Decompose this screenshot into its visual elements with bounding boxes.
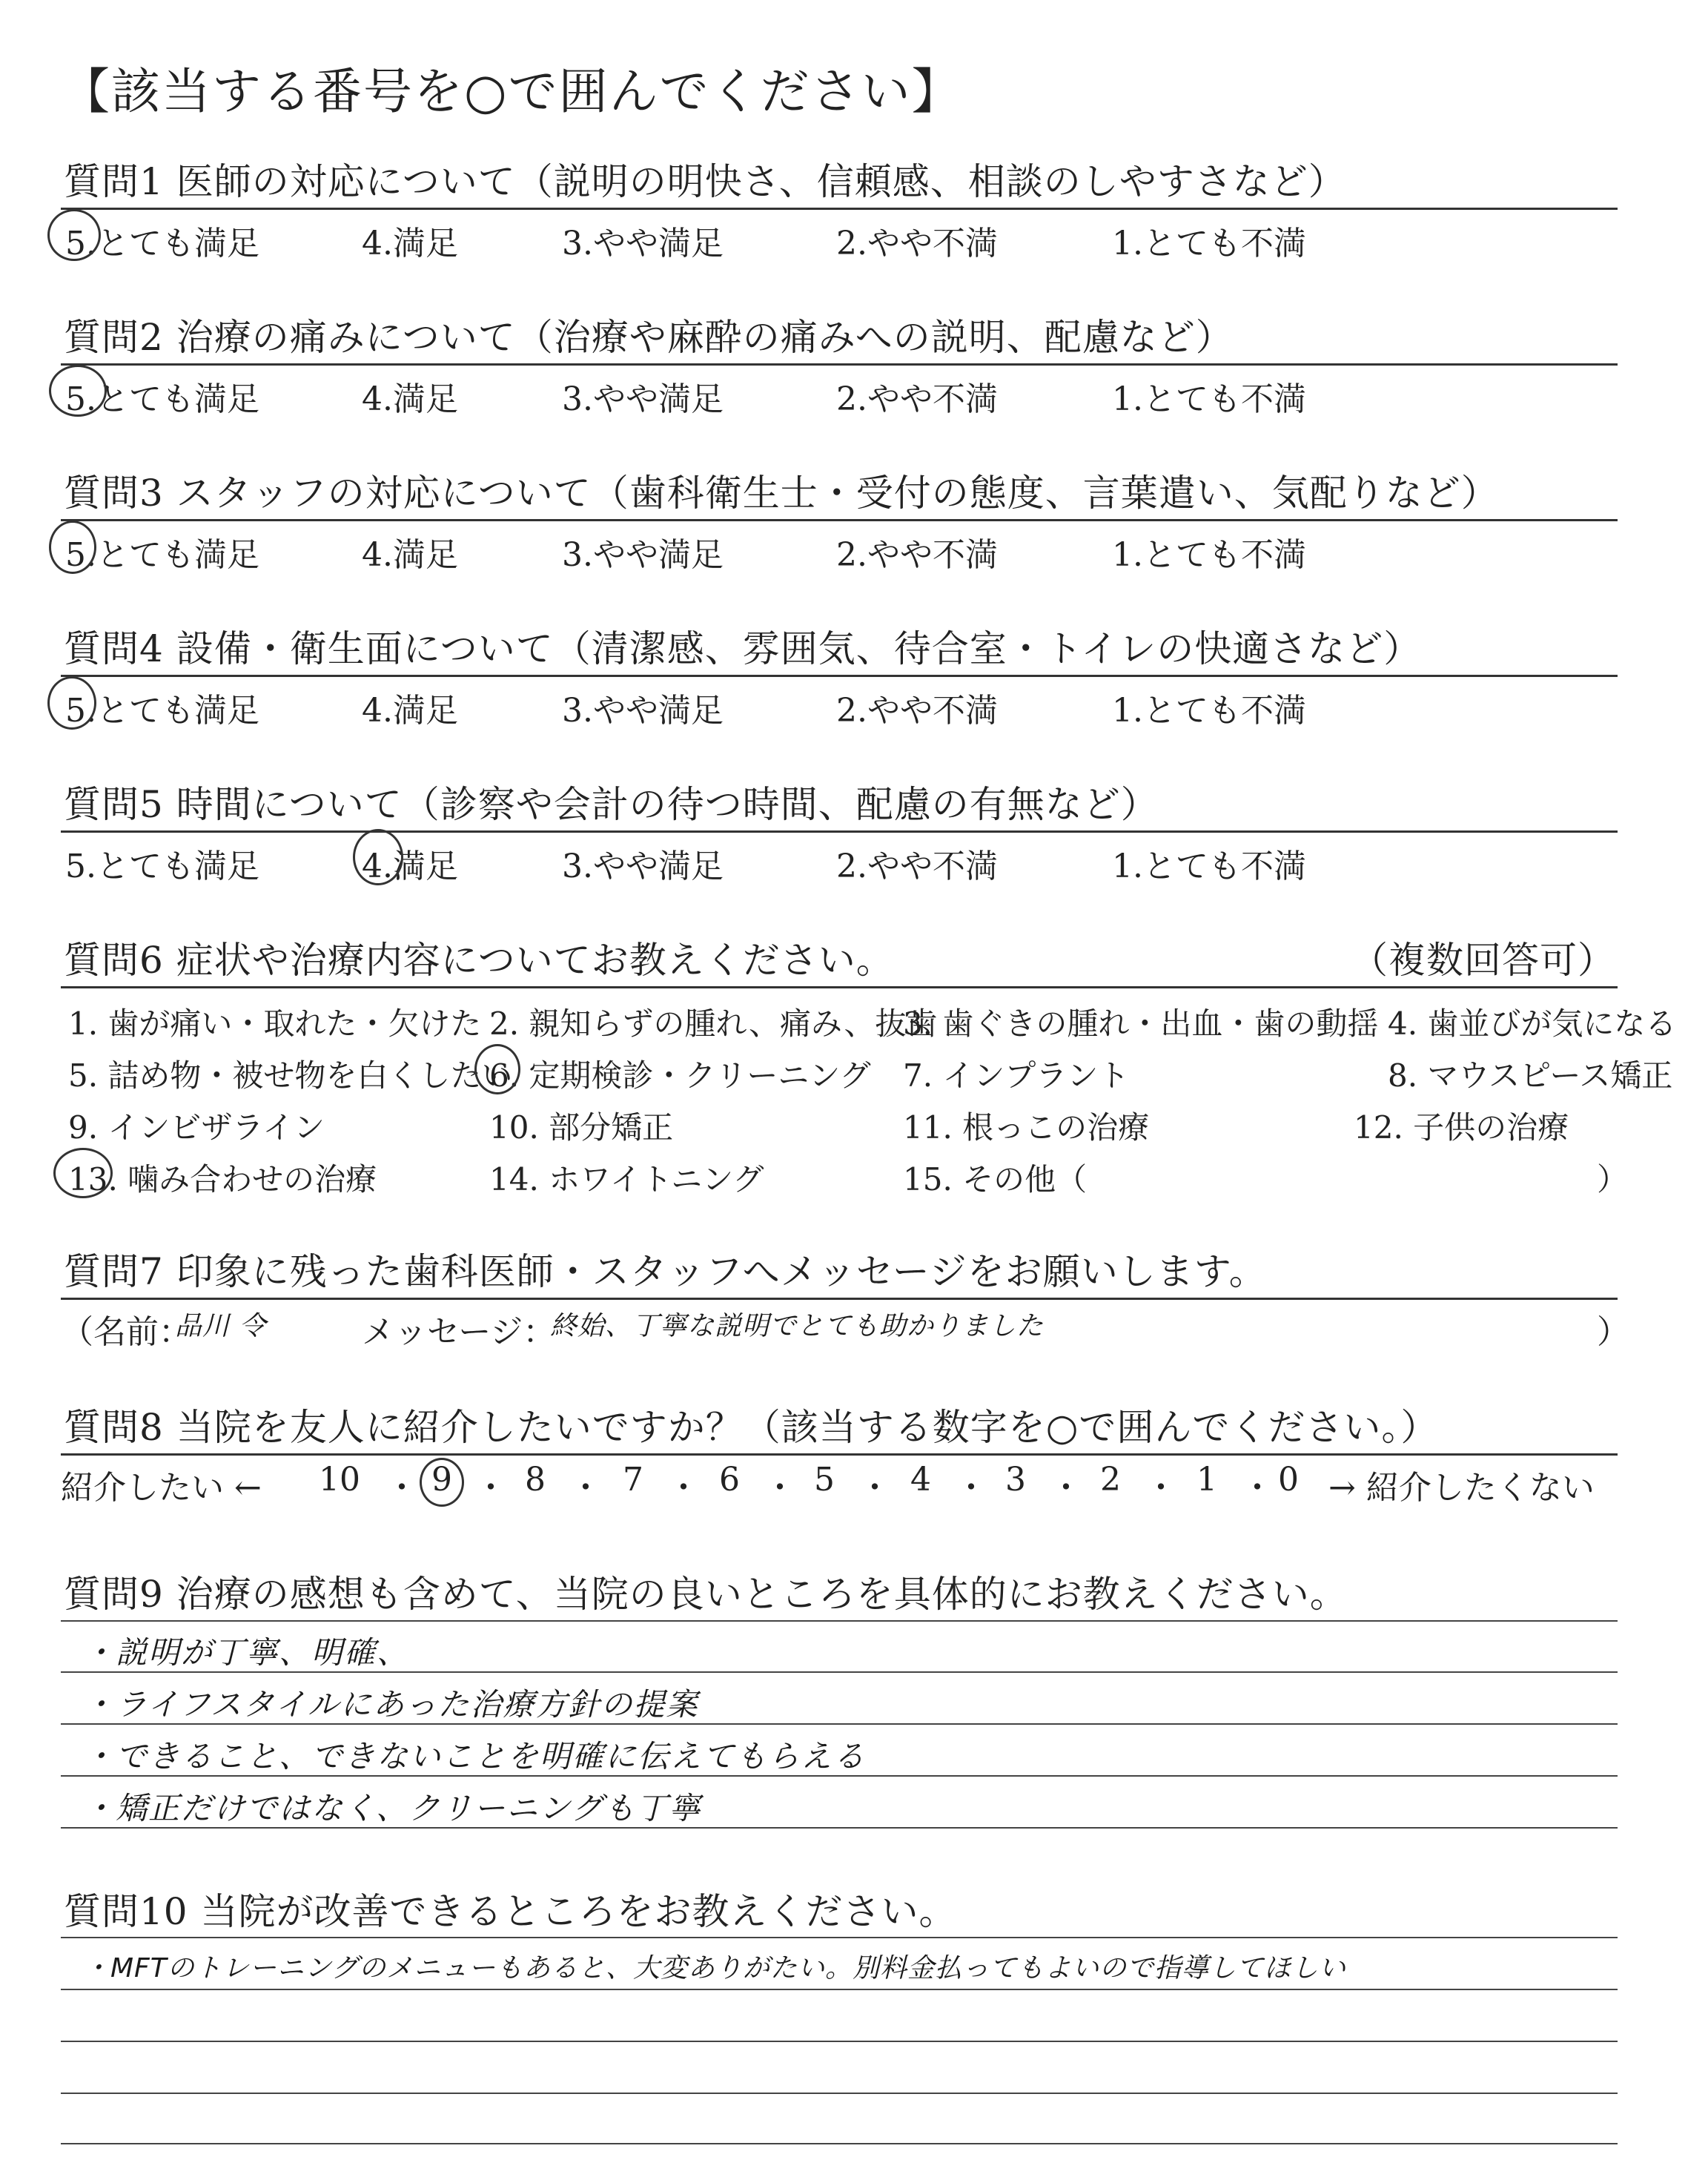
scale-9[interactable]: 9 — [431, 1461, 452, 1499]
scale-1[interactable]: 1 — [1196, 1461, 1217, 1499]
q9-answer-1[interactable]: ・説明が丁寧、明確、 — [83, 1634, 410, 1671]
question-7-title: 質問7 印象に残った歯科医師・スタッフへメッセージをお願いします。 — [64, 1250, 1267, 1293]
q4-option-4[interactable]: 4.満足 — [362, 692, 458, 730]
divider — [61, 1453, 1618, 1456]
message-label: メッセージ： — [362, 1313, 556, 1351]
name-label: （名前： — [61, 1313, 191, 1351]
message-value[interactable]: 終始、丁寧な説明でとても助かりました — [550, 1311, 1045, 1341]
scale-2[interactable]: 2 — [1100, 1461, 1121, 1499]
scale-dot: ・ — [1050, 1469, 1082, 1507]
q6-other-close: ） — [1597, 1161, 1629, 1198]
q9-answer-3[interactable]: ・できること、できないことを明確に伝えてもらえる — [83, 1738, 867, 1774]
selection-circle — [49, 521, 96, 574]
q6-option-10[interactable]: 10. 部分矯正 — [489, 1109, 674, 1146]
q6-option-1[interactable]: 1. 歯が痛い・取れた・欠けた — [68, 1005, 482, 1042]
q6-option-15[interactable]: 15. その他（ — [903, 1161, 1088, 1198]
scale-dot: ・ — [1145, 1469, 1177, 1507]
q1-option-4[interactable]: 4.満足 — [362, 225, 458, 262]
q6-option-13[interactable]: 13. 噛み合わせの治療 — [68, 1161, 377, 1198]
q3-option-3[interactable]: 3.やや満足 — [562, 536, 724, 574]
question-4-title: 質問4 設備・衛生面について（清潔感、雰囲気、待合室・トイレの快適さなど） — [64, 627, 1422, 670]
q2-option-3[interactable]: 3.やや満足 — [562, 380, 724, 418]
q10-answer-1[interactable]: ・MFTのトレーニングのメニューもあると、大変ありがたい。別料金払ってもよいので指導してほしい — [83, 1953, 1347, 1984]
scale-dot: ・ — [955, 1469, 987, 1507]
q1-option-3[interactable]: 3.やや満足 — [562, 225, 724, 262]
answer-line — [61, 1723, 1618, 1725]
divider — [61, 1298, 1618, 1300]
q6-option-4[interactable]: 4. 歯並びが気になる — [1388, 1005, 1677, 1042]
selection-circle — [47, 676, 96, 730]
q1-option-2[interactable]: 2.やや不満 — [836, 225, 998, 262]
q2-option-1[interactable]: 1.とても不満 — [1112, 380, 1306, 418]
page-title: 【該当する番号を○で囲んでください】 — [61, 63, 962, 120]
scale-0[interactable]: 0 — [1278, 1461, 1299, 1499]
scale-3[interactable]: 3 — [1005, 1461, 1026, 1499]
q6-option-12[interactable]: 12. 子供の治療 — [1354, 1109, 1569, 1146]
recommend-right-label: → 紹介したくない — [1328, 1469, 1595, 1507]
divider — [61, 675, 1618, 677]
scale-dot: ・ — [385, 1469, 418, 1507]
selection-circle — [474, 1044, 520, 1094]
answer-line — [61, 2093, 1618, 2094]
divider — [61, 519, 1618, 521]
q5-option-5[interactable]: 5.とても満足 — [65, 848, 259, 885]
scale-4[interactable]: 4 — [910, 1461, 931, 1499]
q6-option-7[interactable]: 7. インプラント — [903, 1057, 1130, 1094]
divider — [61, 208, 1618, 210]
question-6-title: 質問6 症状や治療内容についてお教えください。 — [64, 939, 894, 982]
scale-dot: ・ — [474, 1469, 507, 1507]
message-close: ） — [1597, 1313, 1629, 1351]
q5-option-1[interactable]: 1.とても不満 — [1112, 848, 1306, 885]
q5-option-4[interactable]: 4.満足 — [362, 848, 458, 885]
question-10-title: 質問10 当院が改善できるところをお教えください。 — [64, 1890, 957, 1933]
answer-line — [61, 1775, 1618, 1777]
name-value[interactable]: 品川 令 — [175, 1311, 267, 1341]
question-8-title: 質問8 当院を友人に紹介したいですか？（該当する数字を○で囲んでください。） — [64, 1406, 1439, 1449]
selection-circle — [353, 829, 403, 885]
question-9-title: 質問9 治療の感想も含めて、当院の良いところを具体的にお教えください。 — [64, 1573, 1348, 1616]
q9-answer-2[interactable]: ・ライフスタイルにあった治療方針の提案 — [83, 1686, 699, 1723]
question-3-title: 質問3 スタッフの対応について（歯科衛生士・受付の態度、言葉遣い、気配りなど） — [64, 472, 1499, 515]
scale-dot: ・ — [1241, 1469, 1274, 1507]
q6-option-14[interactable]: 14. ホワイトニング — [489, 1161, 764, 1198]
selection-circle — [53, 1148, 113, 1198]
q4-option-3[interactable]: 3.やや満足 — [562, 692, 724, 730]
q1-option-5[interactable]: 5.とても満足 — [65, 225, 259, 262]
selection-circle — [420, 1458, 464, 1507]
q2-option-4[interactable]: 4.満足 — [362, 380, 458, 418]
question-1-title: 質問1 医師の対応について（説明の明快さ、信頼感、相談のしやすさなど） — [64, 160, 1346, 203]
q2-option-2[interactable]: 2.やや不満 — [836, 380, 998, 418]
q6-option-3[interactable]: 3. 歯ぐきの腫れ・出血・歯の動揺 — [903, 1005, 1379, 1042]
question-5-title: 質問5 時間について（診察や会計の待つ時間、配慮の有無など） — [64, 783, 1159, 826]
q3-option-4[interactable]: 4.満足 — [362, 536, 458, 574]
q4-option-5[interactable]: 5.とても満足 — [65, 692, 259, 730]
scale-5[interactable]: 5 — [814, 1461, 835, 1499]
divider — [61, 986, 1618, 988]
q6-option-8[interactable]: 8. マウスピース矯正 — [1388, 1057, 1673, 1094]
q6-option-11[interactable]: 11. 根っこの治療 — [903, 1109, 1150, 1146]
answer-line — [61, 1827, 1618, 1829]
scale-dot: ・ — [764, 1469, 796, 1507]
q3-option-1[interactable]: 1.とても不満 — [1112, 536, 1306, 574]
q6-option-6[interactable]: 6. 定期検診・クリーニング — [489, 1057, 871, 1094]
multiple-answer-note: （複数回答可） — [1351, 939, 1615, 982]
q5-option-3[interactable]: 3.やや満足 — [562, 848, 724, 885]
answer-line — [61, 1620, 1618, 1622]
q6-option-5[interactable]: 5. 詰め物・被せ物を白くしたい — [68, 1057, 513, 1094]
q4-option-1[interactable]: 1.とても不満 — [1112, 692, 1306, 730]
answer-line — [61, 2143, 1618, 2144]
q1-option-1[interactable]: 1.とても不満 — [1112, 225, 1306, 262]
answer-line — [61, 2041, 1618, 2042]
scale-dot: ・ — [569, 1469, 602, 1507]
scale-dot: ・ — [667, 1469, 700, 1507]
q2-option-5[interactable]: 5.とても満足 — [65, 380, 259, 418]
q9-answer-4[interactable]: ・矯正だけではなく、クリーニングも丁寧 — [83, 1790, 702, 1826]
q6-option-2[interactable]: 2. 親知らずの腫れ、痛み、抜歯 — [489, 1005, 938, 1042]
scale-6[interactable]: 6 — [719, 1461, 740, 1499]
selection-circle — [47, 209, 101, 261]
scale-8[interactable]: 8 — [525, 1461, 546, 1499]
scale-10[interactable]: 10 — [319, 1461, 360, 1499]
q4-option-2[interactable]: 2.やや不満 — [836, 692, 998, 730]
scale-dot: ・ — [858, 1469, 891, 1507]
recommend-left-label: 紹介したい ← — [61, 1469, 262, 1507]
divider — [61, 363, 1618, 366]
selection-circle — [49, 365, 107, 417]
scale-7[interactable]: 7 — [623, 1461, 643, 1499]
answer-line — [61, 1937, 1618, 1938]
q3-option-2[interactable]: 2.やや不満 — [836, 536, 998, 574]
q3-option-5[interactable]: 5.とても満足 — [65, 536, 259, 574]
q5-option-2[interactable]: 2.やや不満 — [836, 848, 998, 885]
q6-option-9[interactable]: 9. インビザライン — [68, 1109, 325, 1146]
answer-line — [61, 1671, 1618, 1673]
divider — [61, 830, 1618, 833]
question-2-title: 質問2 治療の痛みについて（治療や麻酔の痛みへの説明、配慮など） — [64, 316, 1234, 359]
answer-line — [61, 1989, 1618, 1990]
